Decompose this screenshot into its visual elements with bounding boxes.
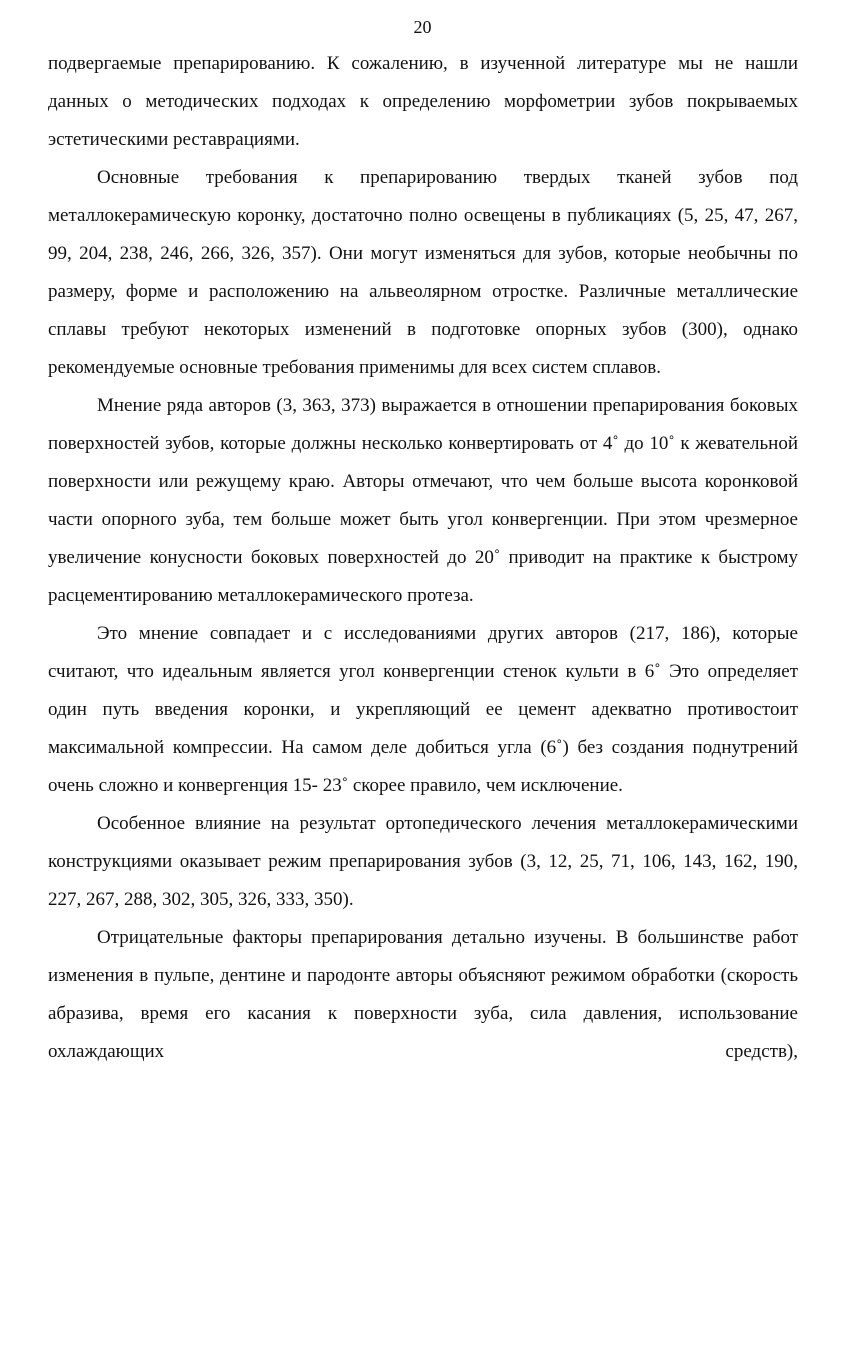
paragraph-continuation: подвергаемые препарированию. К сожалению, в изученной литературе мы не нашли данных о методических подходах к определению морфометрии зубов покрываемых эстетическими реставрациями. xyxy=(48,53,798,150)
paragraph-preparation-mode: Особенное влияние на результат ортопедического лечения металлокерамическими конструкциями оказывает режим препарирования зубов (3, 12, 25, 71, 106, 143, 162, 190, 227, 267, 288, 302, 305, 326, 333, 350). xyxy=(48,813,798,910)
paragraph-preparation-requirements: Основные требования к препарированию твердых тканей зубов под металлокерамическую коронку, достаточно полно освещены в публикациях (5, 25, 47, 267, 99, 204, 238, 246, 266, 326, 357). Они могут изменяться для зубов, которые необычны по размеру, форме и расположению на альвеолярном отростке. Различные металлические сплавы требуют некоторых изменений в подготовке опорных зубов (300), однако рекомендуемые основные требования применимы для всех систем сплавов. xyxy=(48,167,798,378)
paragraph-negative-factors: Отрицательные факторы препарирования детально изучены. В большинстве работ изменения в пульпе, дентине и пародонте авторы объясняют режимом обработки (скорость абразива, время его касания к поверхности зуба, сила давления, использование охлаждающих средств), xyxy=(48,927,798,1062)
page-number: 20 xyxy=(413,17,432,37)
paragraph-convergence-angle: Это мнение совпадает и с исследованиями других авторов (217, 186), которые считают, что идеальным является угол конвергенции стенок культи в 6˚ Это определяет один путь введения коронки, и укрепляющий ее цемент адекватно противостоит максимальной компрессии. На самом деле добиться угла (6˚) без создания поднутрений очень сложно и конвергенция 15- 23˚ скорее правило, чем исключение. xyxy=(48,623,798,796)
paragraph-author-opinion: Мнение ряда авторов (3, 363, 373) выражается в отношении препарирования боковых поверхностей зубов, которые должны несколько конвертировать от 4˚ до 10˚ к жевательной поверхности или режущему краю. Авторы отмечают, что чем больше высота коронковой части опорного зуба, тем больше может быть угол конвергенции. При этом чрезмерное увеличение конусности боковых поверхностей до 20˚ приводит на практике к быстрому расцементированию металлокерамического протеза. xyxy=(48,395,798,606)
document-body xyxy=(48,45,798,1071)
